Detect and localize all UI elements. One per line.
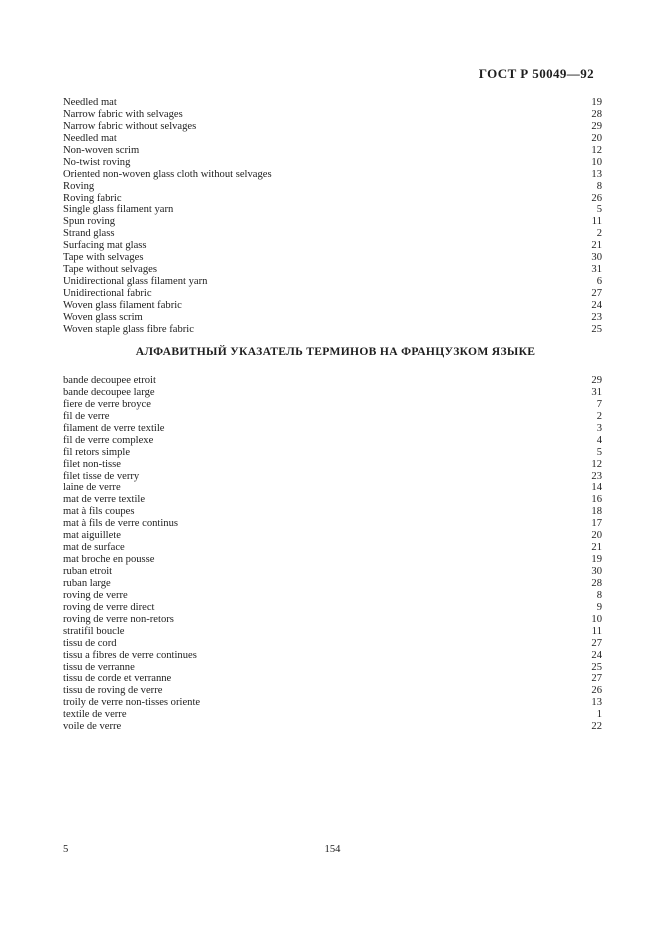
term-text: filet tisse de verry xyxy=(63,470,140,482)
index-row xyxy=(63,216,602,228)
term-page-number: 12 xyxy=(591,144,602,156)
term-page-number: 13 xyxy=(591,168,602,180)
term-page-number: 6 xyxy=(596,276,602,288)
index-row xyxy=(63,204,602,216)
term-text: roving de verre xyxy=(63,589,128,601)
index-row xyxy=(63,709,602,721)
index-row xyxy=(63,399,602,411)
term-page-number: 28 xyxy=(591,108,602,120)
index-row xyxy=(63,471,602,483)
term-text: mat broche en pousse xyxy=(63,554,155,566)
term-text: Needled mat xyxy=(63,132,117,144)
term-text: roving de verre non-retors xyxy=(63,613,174,625)
term-text: mat à fils de verre continus xyxy=(63,518,179,530)
index-row xyxy=(63,324,602,336)
term-page-number: 18 xyxy=(591,506,602,518)
term-text: mat aiguillete xyxy=(63,530,121,542)
term-text: Surfacing mat glass xyxy=(63,240,147,252)
term-text: tissu de corde et verranne xyxy=(63,673,172,685)
term-page-number: 27 xyxy=(591,673,602,685)
term-page-number: 13 xyxy=(591,697,602,709)
index-row xyxy=(63,721,602,733)
term-page-number: 10 xyxy=(591,156,602,168)
term-page-number: 26 xyxy=(591,685,602,697)
term-text: ruban etroit xyxy=(63,566,113,577)
term-page-number: 2 xyxy=(596,228,602,240)
term-text: roving de verre direct xyxy=(63,601,155,613)
term-page-number: 29 xyxy=(591,120,602,132)
page-number-center: 154 xyxy=(324,844,341,855)
term-text: tissu de cord xyxy=(63,637,117,649)
index-row xyxy=(63,542,602,554)
index-row xyxy=(63,109,602,121)
term-text: bande decoupee etroit xyxy=(63,375,156,386)
term-page-number: 30 xyxy=(591,566,602,577)
term-text: Narrow fabric without selvages xyxy=(63,120,197,132)
term-text: mat de surface xyxy=(63,542,125,554)
index-row xyxy=(63,578,602,590)
term-text: bande decoupee large xyxy=(63,386,155,398)
term-text: filet non-tisse xyxy=(63,458,121,470)
term-page-number: 22 xyxy=(591,721,602,733)
term-text: Roving xyxy=(63,180,95,192)
index-row xyxy=(63,626,602,638)
term-text: Spun roving xyxy=(63,216,116,228)
term-text: laine de verre xyxy=(63,482,121,494)
index-row xyxy=(63,133,602,145)
index-row xyxy=(63,252,602,264)
term-page-number: 2 xyxy=(596,410,602,422)
index-row xyxy=(63,506,602,518)
term-text: tissu de roving de verre xyxy=(63,685,163,697)
term-text: Needled mat xyxy=(63,97,117,108)
index-row xyxy=(63,423,602,435)
term-text: tissu a fibres de verre continues xyxy=(63,649,197,661)
term-page-number: 3 xyxy=(596,422,602,434)
term-page-number: 31 xyxy=(591,264,602,276)
index-row xyxy=(63,312,602,324)
term-text: Tape with selvages xyxy=(63,252,144,264)
term-page-number: 5 xyxy=(596,204,602,216)
term-text: No-twist roving xyxy=(63,156,131,168)
index-row xyxy=(63,240,602,252)
term-page-number: 25 xyxy=(591,323,602,335)
index-row xyxy=(63,602,602,614)
term-page-number: 8 xyxy=(596,180,602,192)
term-page-number: 8 xyxy=(596,589,602,601)
index-row xyxy=(63,554,602,566)
index-row xyxy=(63,650,602,662)
index-row xyxy=(63,145,602,157)
index-row xyxy=(63,590,602,602)
term-page-number: 31 xyxy=(591,386,602,398)
french-index-title: АЛФАВИТНЫЙ УКАЗАТЕЛЬ ТЕРМИНОВ НА ФРАНЦУЗКОМ ЯЗЫКЕ xyxy=(135,345,536,358)
english-index-list xyxy=(63,97,602,336)
french-index-list xyxy=(63,375,602,733)
index-row xyxy=(63,685,602,697)
term-page-number: 27 xyxy=(591,637,602,649)
term-page-number: 20 xyxy=(591,530,602,542)
term-text: Single glass filament yarn xyxy=(63,204,174,216)
index-row xyxy=(63,375,602,387)
index-row xyxy=(63,638,602,650)
term-page-number: 29 xyxy=(591,375,602,386)
index-row xyxy=(63,435,602,447)
index-row xyxy=(63,169,602,181)
index-row xyxy=(63,697,602,709)
term-page-number: 4 xyxy=(596,434,602,446)
index-row xyxy=(63,181,602,193)
term-text: Unidirectional fabric xyxy=(63,288,152,299)
term-text: fiere de verre broyce xyxy=(63,398,151,410)
term-page-number: 19 xyxy=(591,97,602,108)
term-page-number: 23 xyxy=(591,470,602,482)
term-text: Oriented non-woven glass cloth without selvages xyxy=(63,168,272,180)
page-number-left: 5 xyxy=(63,844,69,855)
index-row xyxy=(63,530,602,542)
index-row xyxy=(63,97,602,109)
term-page-number: 16 xyxy=(591,494,602,506)
term-text: fil de verre complexe xyxy=(63,434,154,446)
term-text: voile de verre xyxy=(63,721,122,733)
index-row xyxy=(63,288,602,300)
term-page-number: 10 xyxy=(591,613,602,625)
term-page-number: 17 xyxy=(591,518,602,530)
index-row xyxy=(63,121,602,133)
term-text: Non-woven scrim xyxy=(63,144,140,156)
index-row xyxy=(63,662,602,674)
term-text: Tape without selvages xyxy=(63,264,157,276)
index-row xyxy=(63,387,602,399)
term-text: Strand glass xyxy=(63,228,115,240)
term-text: stratifil boucle xyxy=(63,625,125,637)
index-row xyxy=(63,411,602,423)
term-page-number: 11 xyxy=(591,625,602,637)
term-text: mat de verre textile xyxy=(63,494,146,506)
term-page-number: 30 xyxy=(591,252,602,264)
term-page-number: 28 xyxy=(591,577,602,589)
term-page-number: 24 xyxy=(591,299,602,311)
term-text: fil retors simple xyxy=(63,446,131,458)
term-page-number: 5 xyxy=(596,446,602,458)
term-text: tissu de verranne xyxy=(63,661,135,673)
term-page-number: 21 xyxy=(591,240,602,252)
term-page-number: 21 xyxy=(591,542,602,554)
index-row xyxy=(63,276,602,288)
term-text: fil de verre xyxy=(63,410,110,422)
term-text: Narrow fabric with selvages xyxy=(63,108,183,120)
term-page-number: 25 xyxy=(591,661,602,673)
index-row xyxy=(63,459,602,471)
index-row xyxy=(63,673,602,685)
term-page-number: 27 xyxy=(591,288,602,299)
term-text: ruban large xyxy=(63,577,111,589)
index-row xyxy=(63,482,602,494)
index-row xyxy=(63,157,602,169)
term-text: Woven glass scrim xyxy=(63,311,143,323)
term-page-number: 19 xyxy=(591,554,602,566)
term-page-number: 1 xyxy=(596,709,602,721)
index-row xyxy=(63,228,602,240)
term-text: Woven glass filament fabric xyxy=(63,299,182,311)
term-page-number: 24 xyxy=(591,649,602,661)
index-row xyxy=(63,494,602,506)
term-page-number: 23 xyxy=(591,311,602,323)
index-row xyxy=(63,518,602,530)
index-row xyxy=(63,566,602,578)
term-page-number: 26 xyxy=(591,192,602,204)
term-page-number: 7 xyxy=(596,398,602,410)
term-text: mat à fils coupes xyxy=(63,506,135,518)
term-page-number: 14 xyxy=(591,482,602,494)
index-row xyxy=(63,193,602,205)
doc-number-header: ГОСТ Р 50049—92 xyxy=(478,66,594,81)
term-text: textile de verre xyxy=(63,709,127,721)
term-page-number: 11 xyxy=(591,216,602,228)
term-text: filament de verre textile xyxy=(63,422,165,434)
term-text: Unidirectional glass filament yarn xyxy=(63,276,208,288)
index-row xyxy=(63,447,602,459)
index-row xyxy=(63,614,602,626)
term-text: Roving fabric xyxy=(63,192,122,204)
term-text: troily de verre non-tisses oriente xyxy=(63,697,201,709)
term-page-number: 9 xyxy=(596,601,602,613)
index-row xyxy=(63,264,602,276)
index-row xyxy=(63,300,602,312)
term-page-number: 12 xyxy=(591,458,602,470)
term-page-number: 20 xyxy=(591,132,602,144)
term-text: Woven staple glass fibre fabric xyxy=(63,323,194,335)
